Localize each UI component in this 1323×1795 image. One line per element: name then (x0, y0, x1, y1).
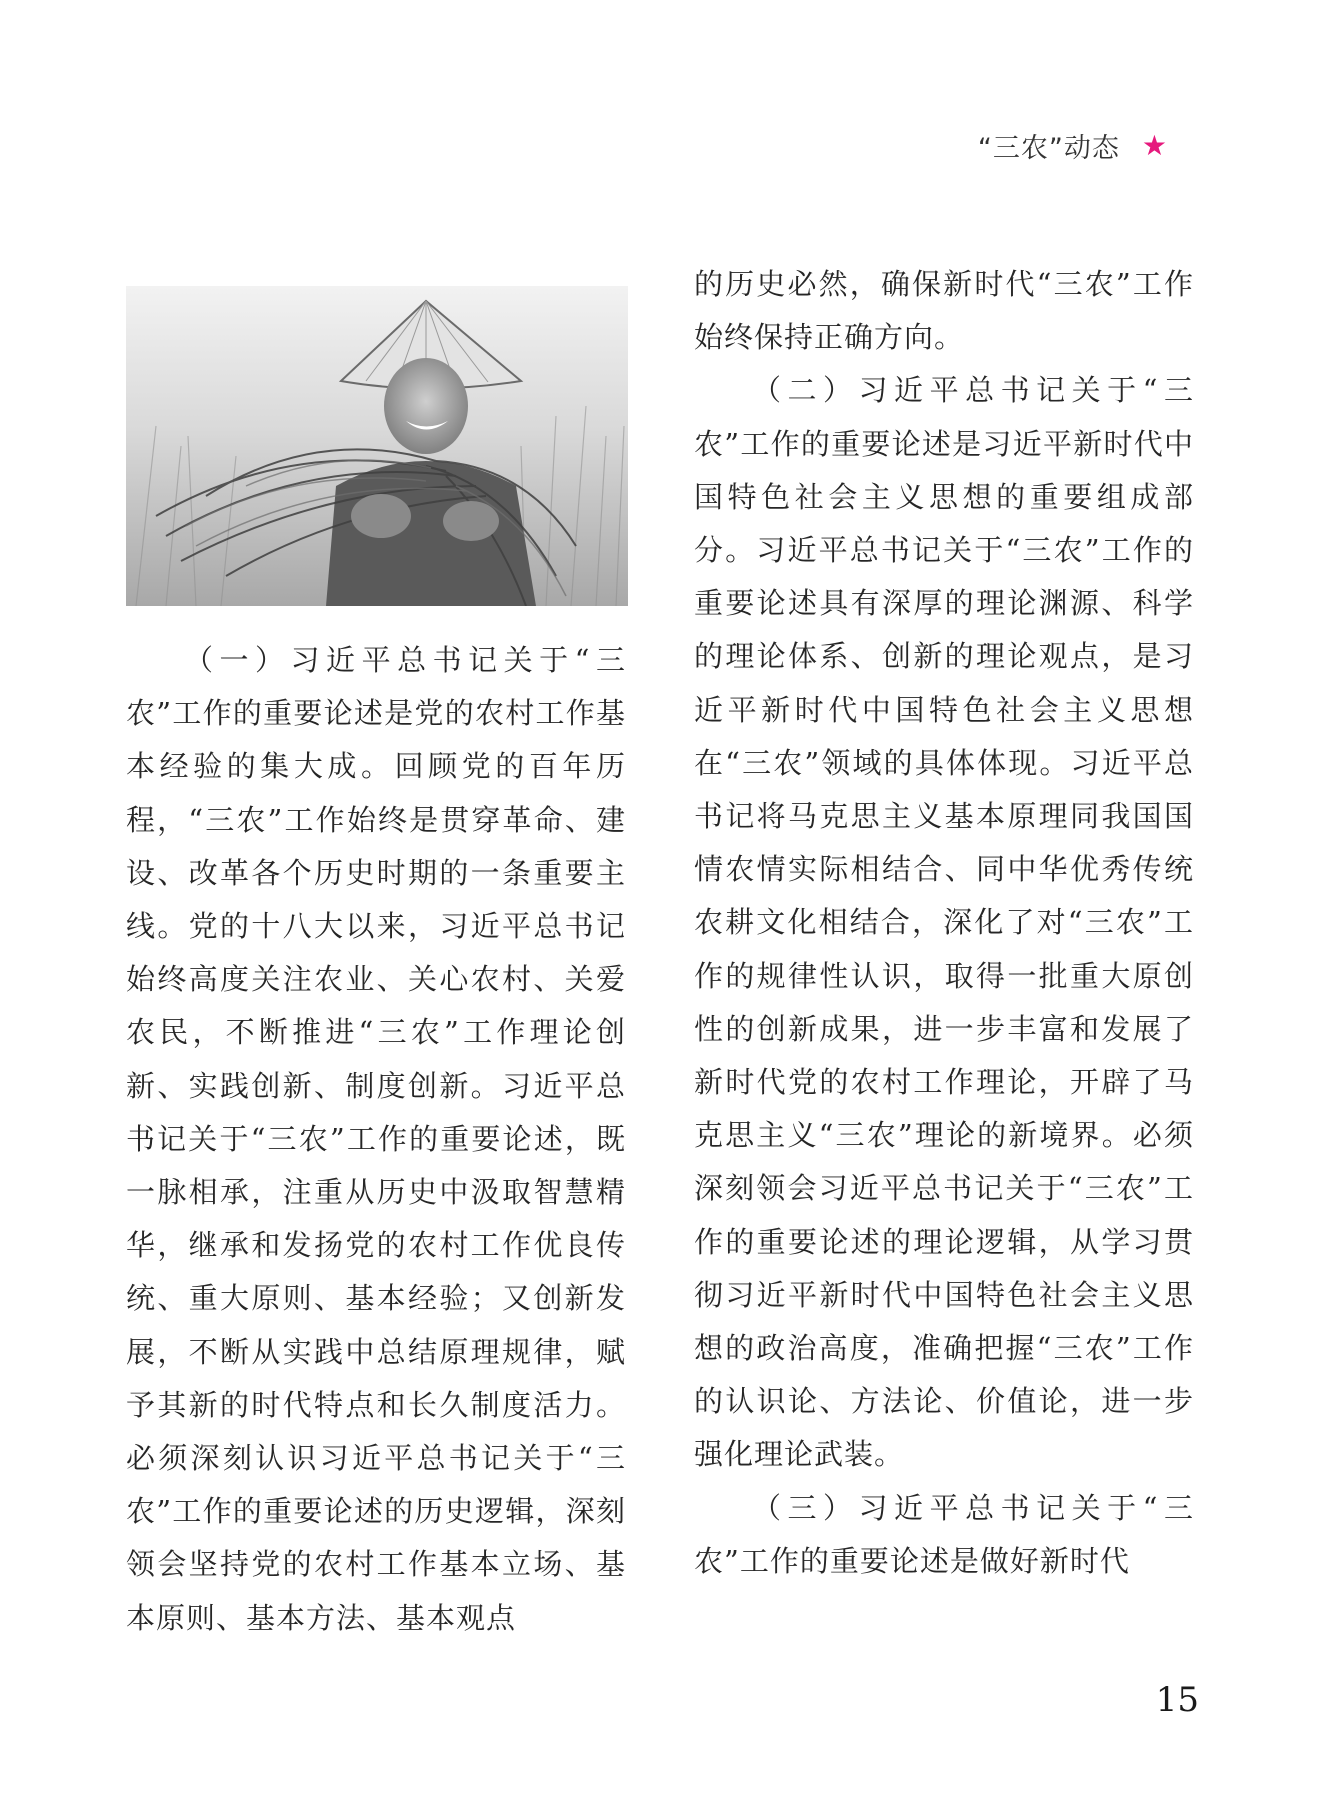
paragraph-one: （一）习近平总书记关于“三农”工作的重要论述是党的农村工作基本经验的集大成。回顾党的百年历程，“三农”工作始终是贯穿革命、建设、改革各个历史时期的一条重要主线。党的十八大以来，习近平总书记始终高度关注农业、关心农村、关爱农民，不断推进“三农”工作理论创新、实践创新、制度创新。习近平总书记关于“三农”工作的重要论述，既一脉相承，注重从历史中汲取智慧精华，继承和发扬党的农村工作优良传统、重大原则、基本经验；又创新发展，不断从实践中总结原理规律，赋予其新的时代特点和长久制度活力。必须深刻认识习近平总书记关于“三农”工作的重要论述的历史逻辑，深刻领会坚持党的农村工作基本立场、基本原则、基本方法、基本观点 (126, 643, 626, 1635)
left-text-column (126, 634, 626, 1664)
page-number: 15 (1155, 1680, 1199, 1720)
paragraph-three: （三）习近平总书记关于“三农”工作的重要论述是做好新时代 (694, 1490, 1194, 1578)
right-text-column (694, 258, 1194, 1658)
running-header (978, 126, 1168, 165)
star-icon: ★ (1141, 129, 1168, 162)
paragraph-two: （二）习近平总书记关于“三农”工作的重要论述是习近平新时代中国特色社会主义思想的重要组成部分。习近平总书记关于“三农”工作的重要论述具有深厚的理论渊源、科学的理论体系、创新的理论观点，是习近平新时代中国特色社会主义思想在“三农”领域的具体体现。习近平总书记将马克思主义基本原理同我国国情农情实际相结合、同中华优秀传统农耕文化相结合，深化了对“三农”工作的规律性认识，取得一批重大原创性的创新成果，进一步丰富和发展了新时代党的农村工作理论，开辟了马克思主义“三农”理论的新境界。必须深刻领会习近平总书记关于“三农”工作的重要论述的理论逻辑，从学习贯彻习近平新时代中国特色社会主义思想的政治高度，准确把握“三农”工作的认识论、方法论、价值论，进一步强化理论武装。 (694, 373, 1194, 1472)
section-title: “三农”动态 (977, 133, 1120, 164)
farmer-photo (126, 286, 628, 606)
farmer-with-rice-harvest-photo-icon (126, 286, 628, 606)
paragraph-continuation: 的历史必然，确保新时代“三农”工作始终保持正确方向。 (694, 267, 1194, 355)
